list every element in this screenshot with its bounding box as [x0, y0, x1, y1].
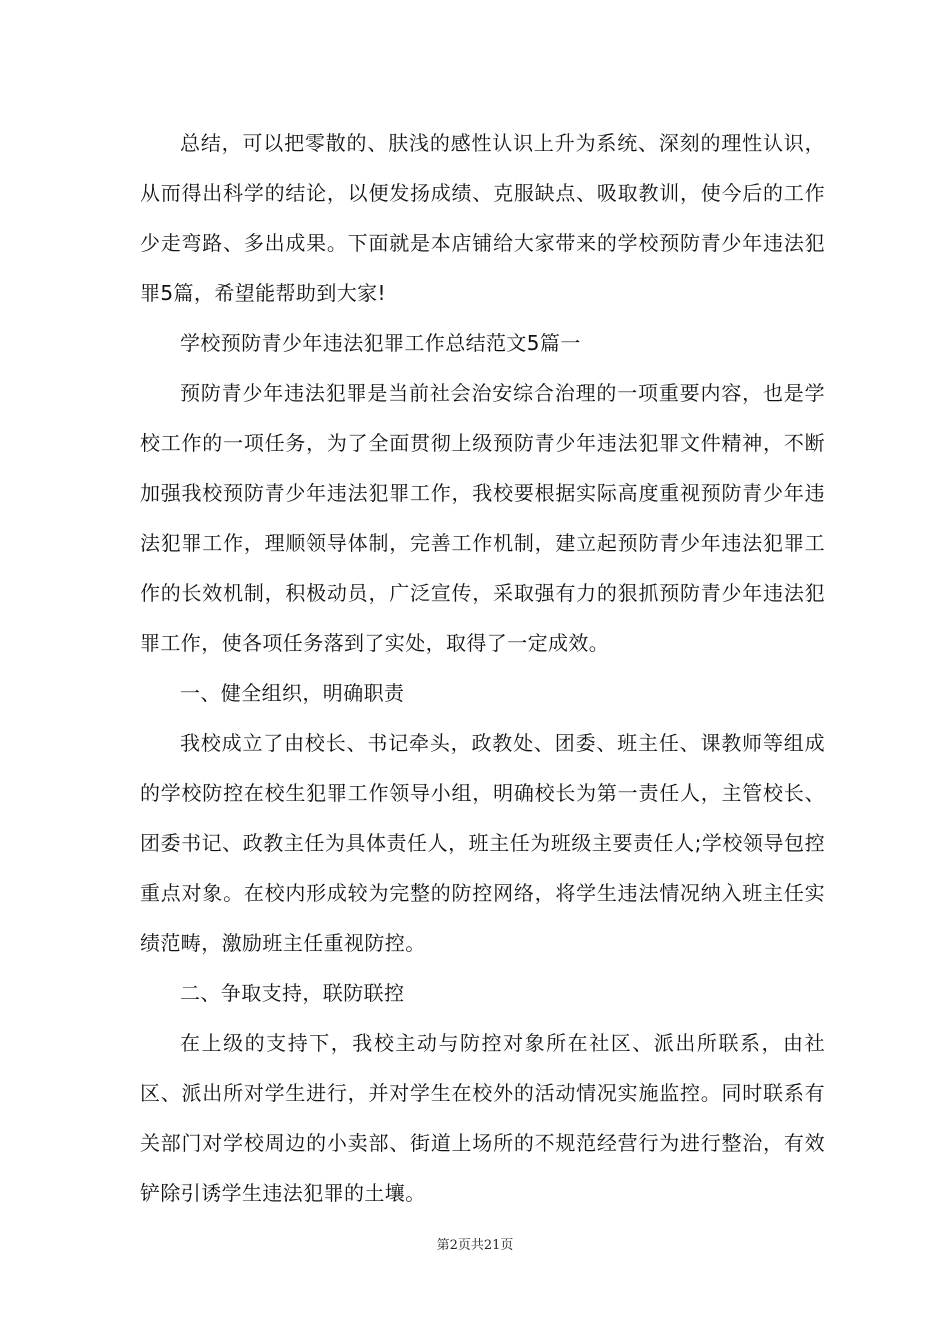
- page-number-footer: 第2页共21页: [436, 1238, 514, 1253]
- body-paragraph: 我校成立了由校长、书记牵头，政教处、团委、班主任、课教师等组成的学校防控在校生犯罪工作领导小组，明确校长为第一责任人，主管校长、团委书记、政教主任为具体责任人，班主任为班级主要责任人;学校领导包控重点对象。在校内形成较为完整的防控网络，将学生违法情况纳入班主任实绩范畴，激励班主任重视防控。: [140, 731, 825, 955]
- section-heading: 一、健全组织，明确职责: [180, 681, 405, 705]
- article-title: 学校预防青少年违法犯罪工作总结范文5篇一: [180, 331, 581, 355]
- body-paragraph: 在上级的支持下，我校主动与防控对象所在社区、派出所联系，由社区、派出所对学生进行，并对学生在校外的活动情况实施监控。同时联系有关部门对学校周边的小卖部、街道上场所的不规范经营行为进行整治，有效铲除引诱学生违法犯罪的土壤。: [140, 1031, 825, 1205]
- section-heading: 二、争取支持，联防联控: [180, 981, 405, 1005]
- document-body: [140, 118, 825, 1218]
- intro-paragraph: 总结，可以把零散的、肤浅的感性认识上升为系统、深刻的理性认识，从而得出科学的结论，以便发扬成绩、克服缺点、吸取教训，使今后的工作少走弯路、多出成果。下面就是本店铺给大家带来的学校预防青少年违法犯罪5篇，希望能帮助到大家!: [140, 131, 825, 305]
- body-paragraph: 预防青少年违法犯罪是当前社会治安综合治理的一项重要内容，也是学校工作的一项任务，为了全面贯彻上级预防青少年违法犯罪文件精神，不断加强我校预防青少年违法犯罪工作，我校要根据实际高度重视预防青少年违法犯罪工作，理顺领导体制，完善工作机制，建立起预防青少年违法犯罪工作的长效机制，积极动员，广泛宣传，采取强有力的狠抓预防青少年违法犯罪工作，使各项任务落到了实处，取得了一定成效。: [140, 381, 825, 655]
